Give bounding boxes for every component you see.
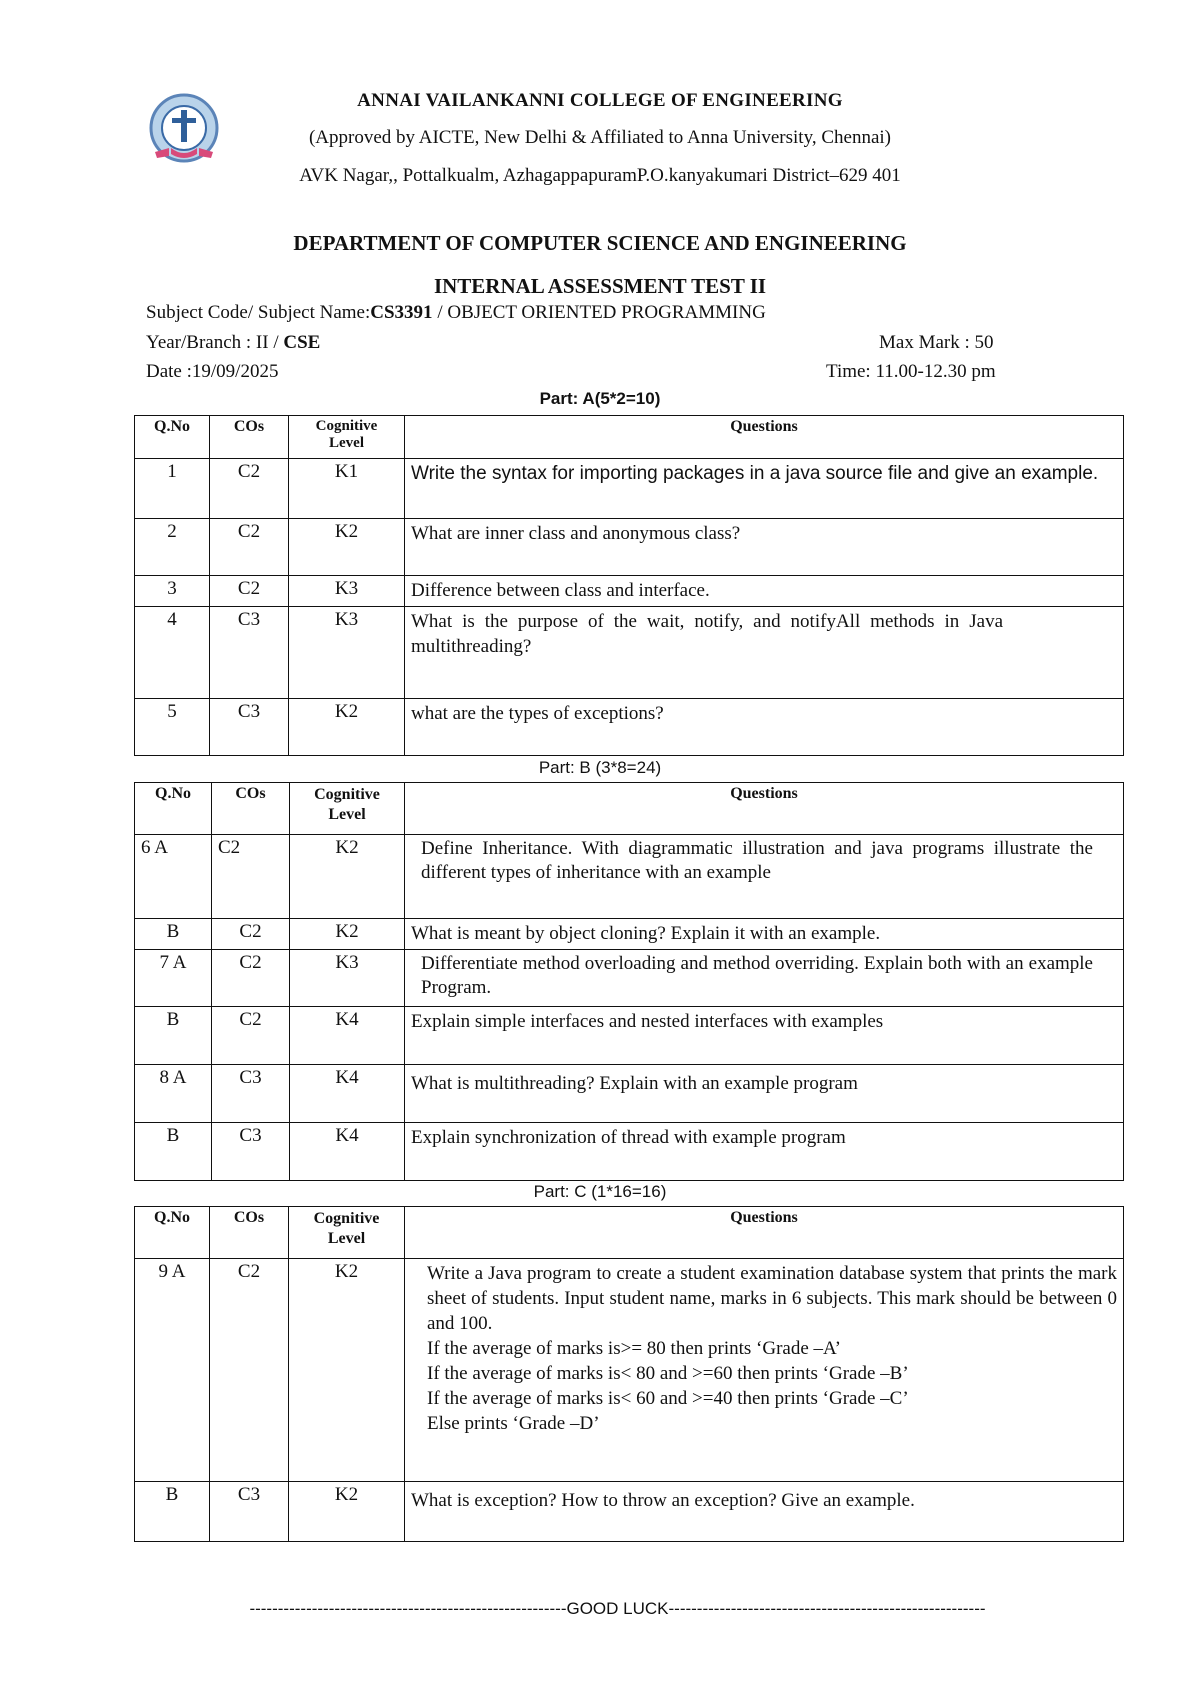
college-address: AVK Nagar,, Pottalkualm, AzhagappapuramP.O.kanyakumari District–629 401: [299, 165, 901, 186]
table-header-row: [135, 416, 1124, 459]
level-cell: K2: [289, 519, 405, 576]
level-cell: K2: [290, 919, 405, 950]
part-b-title: Part: B (3*8=24): [538, 758, 662, 777]
table-row: [135, 1006, 1124, 1064]
qno-cell: B: [135, 1482, 210, 1542]
qno-cell: 8 A: [135, 1064, 212, 1122]
col-cos: COs: [210, 416, 289, 459]
grade-rule-c: If the average of marks is< 60 and >=40 then prints ‘Grade –C’: [427, 1388, 909, 1410]
qno-cell: 4: [135, 606, 210, 698]
question-cell: Write the syntax for importing packages in a java source file and give an example.: [405, 459, 1124, 519]
level-cell: K3: [289, 576, 405, 607]
part-c-title: Part: C (1*16=16): [533, 1182, 667, 1201]
approval-line: (Approved by AICTE, New Delhi & Affiliated to Anna University, Chennai): [308, 127, 892, 148]
year-label: Year/Branch : II /: [146, 332, 284, 353]
co-cell: C2: [212, 1006, 290, 1064]
co-cell: C2: [212, 919, 290, 950]
co-cell: C3: [212, 1122, 290, 1180]
col-questions: Questions: [405, 1207, 1124, 1259]
col-qno: Q.No: [135, 416, 210, 459]
col-questions: Questions: [405, 416, 1124, 459]
co-cell: C3: [210, 1482, 289, 1542]
table-row: [135, 1122, 1124, 1180]
co-cell: C2: [210, 459, 289, 519]
level-cell: K3: [289, 606, 405, 698]
question-cell: What is the purpose of the wait, notify, and notifyAll methods in Java multithreading?: [405, 606, 1124, 698]
question-cell: Explain synchronization of thread with example program: [405, 1122, 1124, 1180]
qno-cell: B: [135, 1122, 212, 1180]
col-cos: COs: [212, 783, 290, 835]
table-row: [135, 919, 1124, 950]
table-row: [135, 698, 1124, 755]
grade-rule-d: Else prints ‘Grade –D’: [427, 1413, 600, 1435]
table-row: [135, 1482, 1124, 1542]
question-cell: Difference between class and interface.: [405, 576, 1124, 607]
level-cell: K1: [289, 459, 405, 519]
question-cell: What is multithreading? Explain with an example program: [405, 1064, 1124, 1122]
qno-cell: 3: [135, 576, 210, 607]
col-qno: Q.No: [135, 783, 212, 835]
qno-cell: B: [135, 1006, 212, 1064]
part-b-table: [134, 782, 1124, 1181]
co-cell: C2: [210, 576, 289, 607]
col-questions: Questions: [405, 783, 1124, 835]
table-header-row: [135, 783, 1124, 835]
year-branch-line: [146, 332, 320, 354]
table-row: [135, 519, 1124, 576]
question-cell: [405, 1259, 1124, 1482]
level-cell: K2: [289, 698, 405, 755]
qno-cell: 7 A: [135, 949, 212, 1006]
table-row: [135, 835, 1124, 919]
co-cell: C3: [210, 698, 289, 755]
exam-date: Date :19/09/2025: [146, 361, 279, 382]
qno-cell: 5: [135, 698, 210, 755]
co-cell: C3: [212, 1064, 290, 1122]
question-cell: Explain simple interfaces and nested interfaces with examples: [405, 1006, 1124, 1064]
question-cell: what are the types of exceptions?: [405, 698, 1124, 755]
question-cell: What is exception? How to throw an exception? Give an example.: [405, 1482, 1124, 1542]
part-a-title: Part: A(5*2=10): [539, 389, 661, 408]
level-cell: K2: [290, 835, 405, 919]
table-row: [135, 606, 1124, 698]
question-cell: Differentiate method overloading and method overriding. Explain both with an example Program.: [405, 949, 1124, 1006]
table-row: [135, 949, 1124, 1006]
co-cell: C2: [210, 519, 289, 576]
department-title: DEPARTMENT OF COMPUTER SCIENCE AND ENGINEERING: [293, 231, 907, 255]
test-title: INTERNAL ASSESSMENT TEST II: [433, 274, 767, 298]
level-cell: K4: [290, 1064, 405, 1122]
qno-cell: 1: [135, 459, 210, 519]
subject-code: CS3391: [370, 302, 433, 323]
level-cell: K2: [289, 1482, 405, 1542]
question-cell: What is meant by object cloning? Explain it with an example.: [405, 919, 1124, 950]
table-row: [135, 1259, 1124, 1482]
co-cell: C2: [212, 949, 290, 1006]
grade-rule-b: If the average of marks is< 80 and >=60 then prints ‘Grade –B’: [427, 1363, 909, 1385]
grade-rule-a: If the average of marks is>= 80 then prints ‘Grade –A’: [427, 1338, 841, 1360]
question-cell: Define Inheritance. With diagrammatic illustration and java programs illustrate the different types of inheritance with an example: [405, 835, 1124, 919]
table-row: [135, 576, 1124, 607]
exam-time: Time: 11.00-12.30 pm: [826, 361, 996, 382]
qno-cell: 9 A: [135, 1259, 210, 1482]
level-cell: K4: [290, 1006, 405, 1064]
college-name: ANNAI VAILANKANNI COLLEGE OF ENGINEERING: [357, 90, 843, 111]
table-row: [135, 459, 1124, 519]
col-cognitive: Cognitive Level: [289, 1207, 405, 1259]
col-cos: COs: [210, 1207, 289, 1259]
level-cell: K3: [290, 949, 405, 1006]
subject-name: / OBJECT ORIENTED PROGRAMMING: [432, 302, 766, 323]
level-cell: K2: [289, 1259, 405, 1482]
co-cell: C2: [212, 835, 290, 919]
question-cell: What are inner class and anonymous class?: [405, 519, 1124, 576]
level-cell: K4: [290, 1122, 405, 1180]
co-cell: C2: [210, 1259, 289, 1482]
part-a-table: [134, 415, 1124, 756]
good-luck-footer: --------------------------------------------------------GOOD LUCK--------------------------------------------------------: [249, 1599, 986, 1618]
subject-line: [146, 302, 766, 324]
qno-cell: 6 A: [135, 835, 212, 919]
qno-cell: 2: [135, 519, 210, 576]
table-header-row: [135, 1207, 1124, 1259]
co-cell: C3: [210, 606, 289, 698]
table-row: [135, 1064, 1124, 1122]
col-cognitive: Cognitive Level: [289, 416, 405, 459]
part-c-table: [134, 1206, 1124, 1542]
question-text: Write a Java program to create a student examination database system that prints the mark sheet of students. Input student name, marks in 6 subjects. This mark should be between 0 and 100.: [427, 1263, 1117, 1335]
qno-cell: B: [135, 919, 212, 950]
subject-label: Subject Code/ Subject Name:: [146, 302, 371, 323]
col-qno: Q.No: [135, 1207, 210, 1259]
max-mark: Max Mark : 50: [879, 332, 994, 353]
branch: CSE: [283, 332, 321, 353]
col-cognitive: Cognitive Level: [290, 783, 405, 835]
